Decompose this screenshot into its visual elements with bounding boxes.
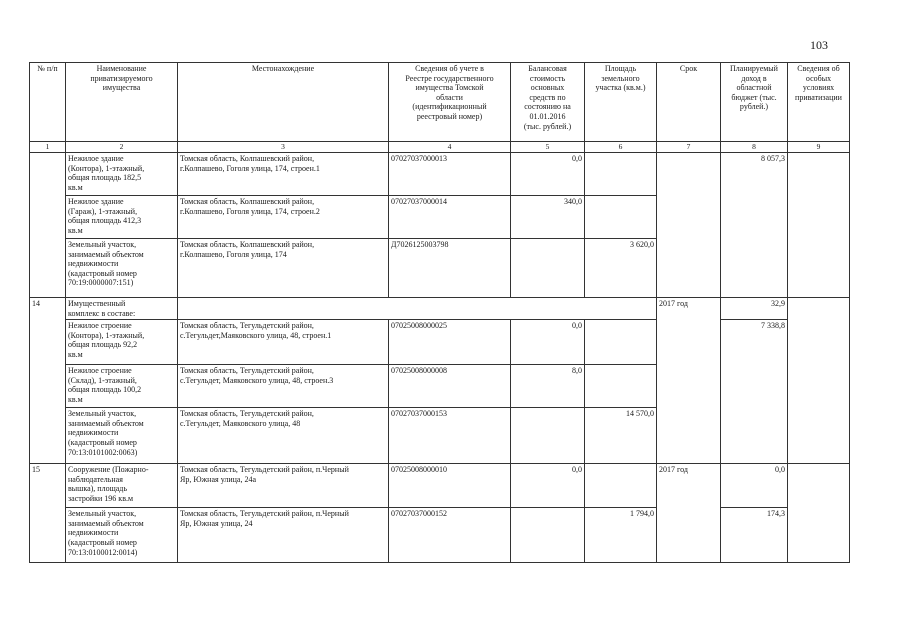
item-name: Нежилое строение (Контора), 1-этажный, общая площадь 92,2 кв.м <box>66 320 178 365</box>
item-term: 2017 год <box>657 298 721 464</box>
column-number: 4 <box>389 142 511 153</box>
column-number-row <box>30 142 850 153</box>
column-number: 7 <box>657 142 721 153</box>
group-income: 7 338,8 <box>721 320 788 464</box>
item-address: Томская область, Тегульдетский район, п.Черный Яр, Южная улица, 24 <box>178 508 389 563</box>
item-balance: 0,0 <box>511 153 585 196</box>
item-balance: 8,0 <box>511 365 585 408</box>
header-balance: Балансовая стоимость основных средств по состоянию на 01.01.2016 (тыс. рублей.) <box>511 63 585 142</box>
group-title: Имущественный комплекс в составе: <box>66 298 178 320</box>
column-number: 6 <box>585 142 657 153</box>
item-area: 14 570,0 <box>585 408 657 464</box>
row-number: 15 <box>30 464 66 563</box>
header-conditions: Сведения об особых условиях приватизации <box>788 63 850 142</box>
item-balance <box>511 239 585 298</box>
item-registry-number: 07027037000013 <box>389 153 511 196</box>
item-area: 3 620,0 <box>585 239 657 298</box>
item-name: Нежилое здание (Гараж), 1-этажный, общая площадь 412,3 кв.м <box>66 196 178 239</box>
row-number-cell <box>30 153 66 298</box>
item-balance: 0,0 <box>511 464 585 508</box>
column-number: 9 <box>788 142 850 153</box>
item-balance: 340,0 <box>511 196 585 239</box>
item-balance <box>511 508 585 563</box>
item-term: 2017 год <box>657 464 721 563</box>
item-area <box>585 196 657 239</box>
item-address: Томская область, Колпашевский район, г.Колпашево, Гоголя улица, 174, строен.1 <box>178 153 389 196</box>
privatization-table <box>29 62 850 563</box>
item-area <box>585 153 657 196</box>
item-area <box>585 464 657 508</box>
item-name: Сооружение (Пожарно- наблюдательная вышка), площадь застройки 196 кв.м <box>66 464 178 508</box>
item-conditions <box>788 298 850 464</box>
table-row <box>30 320 850 365</box>
column-number: 1 <box>30 142 66 153</box>
item-address: Томская область, Тегульдетский район, с.Тегульдет, Маяковского улица, 48 <box>178 408 389 464</box>
table-row <box>30 153 850 196</box>
header-location: Местонахождение <box>178 63 389 142</box>
item-income: 0,0 <box>721 464 788 508</box>
header-name: Наименование приватизируемого имущества <box>66 63 178 142</box>
item-registry-number: Д7026125003798 <box>389 239 511 298</box>
item-address: Томская область, Тегульдетский район, с.Тегульдет,Маяковского улица, 48, строен.1 <box>178 320 389 365</box>
table-row <box>30 298 850 320</box>
column-number: 8 <box>721 142 788 153</box>
column-number: 2 <box>66 142 178 153</box>
column-number: 3 <box>178 142 389 153</box>
item-income: 174,3 <box>721 508 788 563</box>
group-income: 8 057,3 <box>721 153 788 298</box>
item-address: Томская область, Тегульдетский район, п.Черный Яр, Южная улица, 24а <box>178 464 389 508</box>
item-name: Земельный участок, занимаемый объектом недвижимости (кадастровый номер 70:13:0101002:0063) <box>66 408 178 464</box>
page-number: 103 <box>810 38 828 52</box>
item-balance: 0,0 <box>511 320 585 365</box>
group-title-span <box>178 298 657 320</box>
header-term: Срок <box>657 63 721 142</box>
item-conditions <box>788 464 850 563</box>
item-name: Земельный участок, занимаемый объектом недвижимости (кадастровый номер 70:19:0000007:151) <box>66 239 178 298</box>
item-name: Нежилое строение (Склад), 1-этажный, общая площадь 100,2 кв.м <box>66 365 178 408</box>
header-row <box>30 63 850 142</box>
item-balance <box>511 408 585 464</box>
item-name: Нежилое здание (Контора), 1-этажный, общая площадь 182,5 кв.м <box>66 153 178 196</box>
item-address: Томская область, Тегульдетский район, с.Тегульдет, Маяковского улица, 48, строен.3 <box>178 365 389 408</box>
header-income: Планируемый доход в областной бюджет (тыс. рублей.) <box>721 63 788 142</box>
item-registry-number: 07027037000152 <box>389 508 511 563</box>
item-registry-number: 07025008000025 <box>389 320 511 365</box>
row-number: 14 <box>30 298 66 464</box>
item-term <box>657 153 721 298</box>
item-address: Томская область, Колпашевский район, г.Колпашево, Гоголя улица, 174, строен.2 <box>178 196 389 239</box>
item-area <box>585 320 657 365</box>
column-number: 5 <box>511 142 585 153</box>
table-row <box>30 508 850 563</box>
item-registry-number: 07027037000014 <box>389 196 511 239</box>
header-registry: Сведения об учете в Реестре государственного имущества Томской области (идентификационный реестровый номер) <box>389 63 511 142</box>
item-area: 1 794,0 <box>585 508 657 563</box>
group-income: 32,9 <box>721 298 788 320</box>
header-number: № п/п <box>30 63 66 142</box>
item-conditions <box>788 153 850 298</box>
item-address: Томская область, Колпашевский район, г.Колпашево, Гоголя улица, 174 <box>178 239 389 298</box>
table-row <box>30 464 850 508</box>
header-area: Площадь земельного участка (кв.м.) <box>585 63 657 142</box>
item-area <box>585 365 657 408</box>
item-registry-number: 07027037000153 <box>389 408 511 464</box>
item-registry-number: 07025008000010 <box>389 464 511 508</box>
item-registry-number: 07025008000008 <box>389 365 511 408</box>
item-name: Земельный участок, занимаемый объектом недвижимости (кадастровый номер 70:13:0100012:0014) <box>66 508 178 563</box>
